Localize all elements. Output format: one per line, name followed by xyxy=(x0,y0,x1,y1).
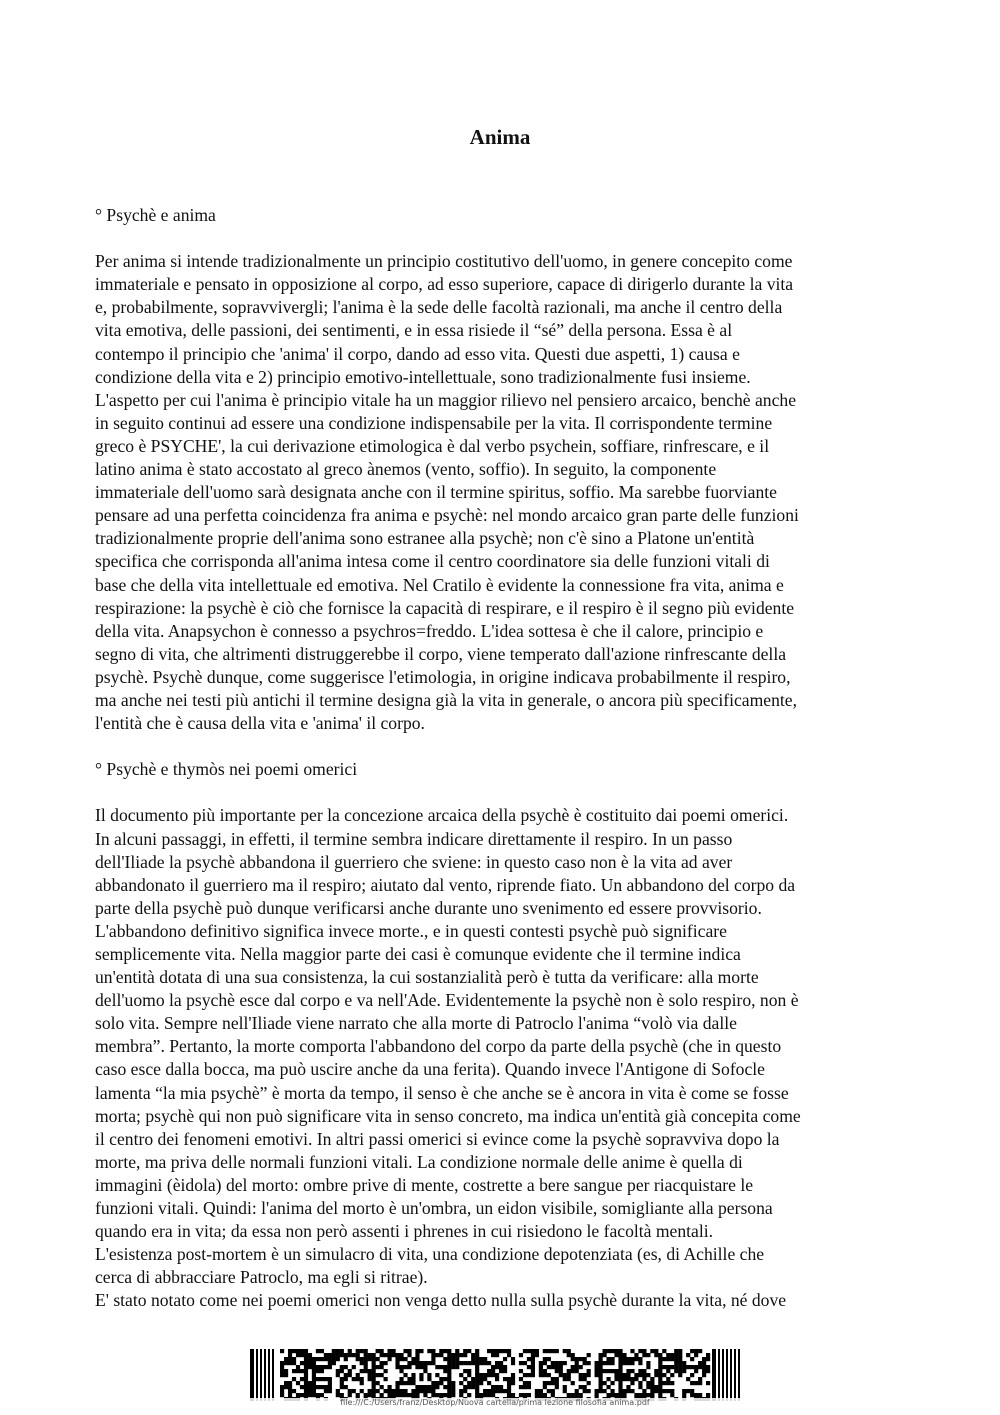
document-body xyxy=(95,204,915,1313)
section-heading-psyche-thymos: ° Psychè e thymòs nei poemi omerici xyxy=(95,759,358,780)
document-title: Anima xyxy=(469,125,531,149)
section-heading-psyche-anima: ° Psychè e anima xyxy=(95,205,216,225)
barcode-icon xyxy=(250,1349,740,1401)
paragraph-psyche-thymos: Il documento più importante per la concezione arcaica della psychè è costituito dai poemi omerici. In alcuni passaggi, in effetti, il termine sembra indicare direttamente il respiro. In un passo dell'Iliade la psychè abbandona il guerriero che sviene: in questo caso non è la vita ad aver abbandonato il guerriero ma il respiro; aiutato dal vento, riprende fiato. Un abbandono del corpo da parte della psychè può dunque verificarsi anche durante uno svenimento ed essere provvisorio. L'abbandono definitivo significa invece morte., e in questi contesti psychè può significare semplicemente vita. Nella maggior parte dei casi è comunque evidente che il termine indica un'entità dotata di una sua consistenza, la cui sostanzialità però è tutta da verificare: alla morte dell'uomo la psychè esce dal corpo e va nell'Ade. Evidentemente la psychè non è solo respiro, non è solo vita. Sempre nell'Iliade viene narrato che alla morte di Patroclo l'anima “volò via dalle membra”. Pertanto, la morte comporta l'abbandono del corpo da parte della psychè (che in questo caso esce dalla bocca, ma può uscire anche da una ferita). Quando invece l'Antigone di Sofocle lamenta “la mia psychè” è morta da tempo, il senso è che anche se è ancora in vita è come se fosse morta; psychè qui non può significare vita in senso concreto, ma indica un'entità già concepita come il centro dei fenomeni emotivi. In altri passi omerici si evince come la psychè sopravviva dopo la morte, ma priva delle normali funzioni vitali. La condizione normale delle anime è quella di immagini (èidola) del morto: ombre prive di mente, costrette a bere sangue per riacquistare le funzioni vitali. Quindi: l'anima del morto è un'ombra, un eidon visibile, somigliante alla persona quando era in vita; da essa non però assenti i phrenes in cui risiedono le facoltà mentali. L'esistenza post-mortem è un simulacro di vita, una condizione depotenziata (es, di Achille che cerca di abbracciare Patroclo, ma egli si ritrae). E' stato notato come nei poemi omerici non venga detto nulla sulla psychè durante la vita, né dove xyxy=(95,805,801,1311)
paragraph-psyche-anima: Per anima si intende tradizionalmente un principio costitutivo dell'uomo, in genere concepito come immateriale e pensato in opposizione al corpo, ad esso superiore, capace di dirigerlo durante la vita e, probabilmente, sopravvivergli; l'anima è la sede delle facoltà razionali, ma anche il centro della vita emotiva, delle passioni, dei sentimenti, e in essa risiede il “sé” della persona. Essa è al contempo il principio che 'anima' il corpo, dando ad esso vita. Questi due aspetti, 1) causa e condizione della vita e 2) principio emotivo-intellettuale, sono tradizionalmente fusi insieme. L'aspetto per cui l'anima è principio vitale ha un maggior rilievo nel pensiero arcaico, benchè anche in seguito continui ad essere una condizione indispensabile per la vita. Il corrispondente termine greco è PSYCHE', la cui derivazione etimologica è dal verbo psychein, soffiare, rinfrescare, e il latino anima è stato accostato al greco ànemos (vento, soffio). In seguito, la componente immateriale dell'uomo sarà designata anche con il termine spiritus, soffio. Ma sarebbe fuorviante pensare ad una perfetta coincidenza fra anima e psychè: nel mondo arcaico gran parte delle funzioni tradizionalmente proprie dell'anima sono estranee alla psychè; non c'è sino a Platone un'entità specifica che corrisponda all'anima intesa come il centro coordinatore sia delle funzioni vitali di base che della vita intellettuale ed emotiva. Nel Cratilo è evidente la connessione fra vita, anima e respirazione: la psychè è ciò che fornisce la capacità di respirare, e il respiro è il segno più evidente della vita. Anapsychon è connesso a psychros=freddo. L'idea sottesa è che il calore, principio e segno di vita, che altrimenti distruggerebbe il corpo, viene temperato dall'azione rinfrescante della psychè. Psychè dunque, come suggerisce l'etimologia, in origine indicava probabilmente il respiro, ma anche nei testi più antichi il termine designa già la vita in generale, o ancora più specificamente, l'entità che è causa della vita e 'anima' il corpo. xyxy=(95,251,799,734)
page-footer xyxy=(250,1349,740,1409)
footer-file-path: file:///C:/Users/franz/Desktop/Nuova cartella/prima lezione filosofia anima.pdf xyxy=(250,1398,740,1408)
